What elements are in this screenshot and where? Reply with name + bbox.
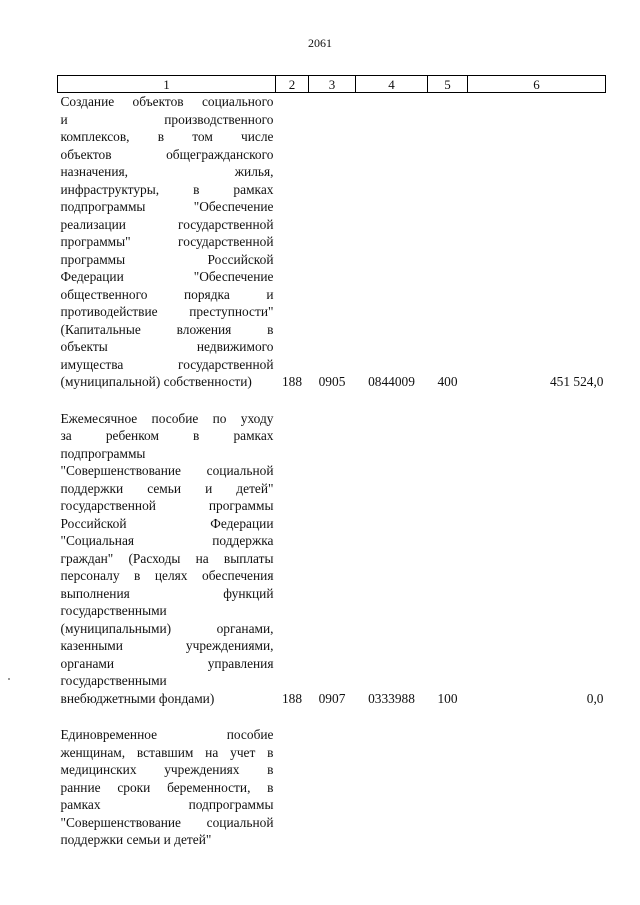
description-line: общественного порядка и xyxy=(60,286,274,302)
column-header: 1 xyxy=(58,76,276,93)
description-line: реализации государственной xyxy=(60,216,274,232)
row-spacer xyxy=(58,391,606,410)
column-header: 3 xyxy=(309,76,356,93)
amount: 0,0 xyxy=(586,690,604,706)
column-header: 2 xyxy=(276,76,309,93)
table-row xyxy=(58,726,606,849)
description-line: "Совершенствование социальной xyxy=(60,814,274,830)
amount xyxy=(468,726,606,849)
description-line: Создание объектов социального xyxy=(60,94,274,109)
ministry-code: 188 xyxy=(281,690,303,706)
description-line: поддержки семьи и детей" xyxy=(60,480,274,496)
description-line: персоналу в целях обеспечения xyxy=(60,568,274,583)
column-header: 4 xyxy=(356,76,428,93)
column-header: 6 xyxy=(468,76,606,93)
budget-table xyxy=(57,75,606,849)
target-code: 0844009 xyxy=(368,374,415,389)
expense-type-code: 400 xyxy=(437,374,458,389)
description-line: медицинских учреждениях в xyxy=(60,762,274,777)
table-row xyxy=(58,410,606,708)
expense-type-code: 100 xyxy=(437,690,458,706)
section-code: 0907 xyxy=(318,690,346,706)
description-line: имущества государственной xyxy=(60,356,274,372)
description-line: выполнения функций xyxy=(60,585,274,601)
page-number: 2061 xyxy=(308,36,332,50)
amount: 451 524,0 xyxy=(549,374,604,389)
description-line: внебюджетными фондами) xyxy=(60,690,215,706)
description-line: противодействие преступности" xyxy=(60,304,274,319)
description-line: государственной программы xyxy=(60,498,274,513)
description-line: рамках подпрограммы xyxy=(60,797,274,812)
description-line: ранние сроки беременности, в xyxy=(60,779,274,795)
description-line: государственными xyxy=(60,603,167,618)
description-line: органами управления xyxy=(60,655,274,671)
description-line: государственными xyxy=(60,673,167,688)
description-line: подпрограммы "Обеспечение xyxy=(60,199,274,214)
row-description xyxy=(58,93,276,391)
row-spacer xyxy=(58,707,606,726)
description-line: и производственного xyxy=(60,111,274,127)
description-line: Единовременное пособие xyxy=(60,727,274,742)
row-description xyxy=(58,726,276,849)
description-line: Федерации "Обеспечение xyxy=(60,269,274,284)
description-line: объекты недвижимого xyxy=(60,339,274,354)
column-header: 5 xyxy=(428,76,468,93)
row-description xyxy=(58,410,276,708)
description-line: "Социальная поддержка xyxy=(60,533,274,548)
description-line: за ребенком в рамках xyxy=(60,428,274,443)
section-code xyxy=(309,726,356,849)
ministry-code xyxy=(276,726,309,849)
scan-speck xyxy=(8,678,10,680)
table-body xyxy=(58,93,606,849)
description-line: (муниципальной) собственности) xyxy=(60,374,252,389)
table-header-row xyxy=(58,76,606,93)
description-line: подпрограммы xyxy=(60,445,146,461)
expense-type-code xyxy=(428,726,468,849)
target-code xyxy=(356,726,428,849)
description-line: (муниципальными) органами, xyxy=(60,620,274,636)
description-line: (Капитальные вложения в xyxy=(60,321,274,337)
description-line: казенными учреждениями, xyxy=(60,638,274,653)
description-line: женщинам, вставшим на учет в xyxy=(60,744,274,760)
table-row xyxy=(58,93,606,391)
description-line: объектов общегражданского xyxy=(60,146,274,162)
section-code: 0905 xyxy=(318,374,346,389)
description-line: комплексов, в том числе xyxy=(60,129,274,144)
target-code: 0333988 xyxy=(368,690,415,706)
ministry-code: 188 xyxy=(281,374,303,389)
description-line: Российской Федерации xyxy=(60,515,274,531)
description-line: поддержки семьи и детей" xyxy=(60,832,212,847)
description-line: "Совершенствование социальной xyxy=(60,463,274,478)
description-line: инфраструктуры, в рамках xyxy=(60,181,274,197)
description-line: назначения, жилья, xyxy=(60,164,274,179)
description-line: Ежемесячное пособие по уходу xyxy=(60,410,274,426)
description-line: граждан" (Расходы на выплаты xyxy=(60,550,274,566)
description-line: программы" государственной xyxy=(60,234,274,249)
description-line: программы Российской xyxy=(60,251,274,267)
